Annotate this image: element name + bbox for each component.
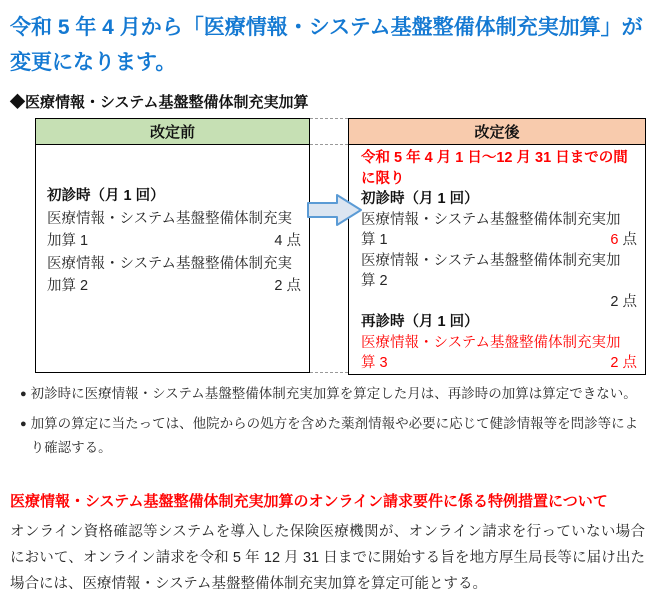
before-item2-label: 医療情報・システム基盤整備体制充実 (47, 255, 293, 272)
before-item2-points-row (47, 275, 301, 298)
before-visit-type: 初診時（月 1 回） (47, 188, 165, 204)
special-measure-heading: 医療情報・システム基盤整備体制充実加算のオンライン請求要件に係る特例措置について (10, 493, 608, 510)
gap-header-spacer (310, 118, 348, 145)
after-item3-label-tail: 算 3 (361, 355, 388, 371)
after-item3-points-row (361, 353, 637, 374)
note-item (20, 382, 646, 406)
before-item1-points-row (47, 230, 301, 253)
before-item1-label: 医療情報・システム基盤整備体制充実 (47, 210, 293, 227)
table-gap (310, 118, 348, 373)
before-item2-label-tail: 加算 2 (47, 278, 89, 294)
before-header: 改定前 (35, 118, 310, 145)
before-body (35, 145, 310, 373)
after-revisit-type: 再診時（月 1 回） (361, 314, 479, 330)
page-title-line2: 変更になります。 (10, 51, 177, 74)
bullet-icon: ● (20, 388, 27, 400)
after-item2-label: 医療情報・システム基盤整備体制充実加 (361, 252, 621, 269)
right-arrow-icon (307, 192, 363, 228)
after-item2-label-tail: 算 2 (361, 273, 388, 289)
revision-comparison-table (35, 118, 646, 373)
after-item1-label: 医療情報・システム基盤整備体制充実加 (361, 211, 621, 228)
after-item1-label-tail: 算 1 (361, 232, 388, 248)
special-measure-section (10, 492, 645, 597)
after-item1-points-row (361, 230, 637, 251)
page-title (10, 10, 645, 80)
note-text: 加算の算定に当たっては、他院からの処方を含めた薬剤情報や必要に応じて健診情報等を問診等により確認する。 (30, 416, 639, 455)
before-item1-label-tail: 加算 1 (47, 233, 89, 249)
after-column (348, 118, 646, 373)
note-item (20, 412, 646, 460)
section-heading: ◆医療情報・システム基盤整備体制充実加算 (10, 94, 309, 111)
gap-body-spacer (310, 145, 348, 373)
note-text: 初診時に医療情報・システム基盤整備体制充実加算を算定した月は、再診時の加算は算定できない。 (30, 386, 637, 401)
before-column (35, 118, 310, 373)
after-first-visit-type: 初診時（月 1 回） (361, 191, 479, 207)
after-header: 改定後 (348, 118, 646, 145)
after-body (348, 145, 646, 375)
notes-list (20, 382, 646, 460)
before-item2-points: 2 点 (274, 278, 301, 294)
page-title-line1: 令和 5 年 4 月から「医療情報・システム基盤整備体制充実加算」が (10, 16, 643, 39)
after-item1-points-value: 6 (610, 232, 619, 248)
limited-period-notice-line1: 令和 5 年 4 月 1 日～12 月 31 日までの間 (361, 150, 628, 166)
after-item3-points: 2 点 (610, 355, 637, 371)
after-item1-points-unit: 点 (622, 232, 637, 248)
limited-period-notice-line2: に限り (361, 170, 405, 187)
after-item3-label: 医療情報・システム基盤整備体制充実加 (361, 334, 621, 351)
after-item1-points (610, 230, 637, 251)
after-item2-points: 2 点 (610, 293, 637, 310)
bullet-icon: ● (20, 418, 27, 430)
special-measure-body: オンライン資格確認等システムを導入した保険医療機関が、オンライン請求を行っていない場合において、オンライン請求を令和 5 年 12 月 31 日までに開始する旨を地方厚生局長等に届け出た場合には、医療情報・システム基盤整備体制充実加算を算定可能とする。 (10, 524, 645, 592)
before-item1-points: 4 点 (274, 233, 301, 249)
